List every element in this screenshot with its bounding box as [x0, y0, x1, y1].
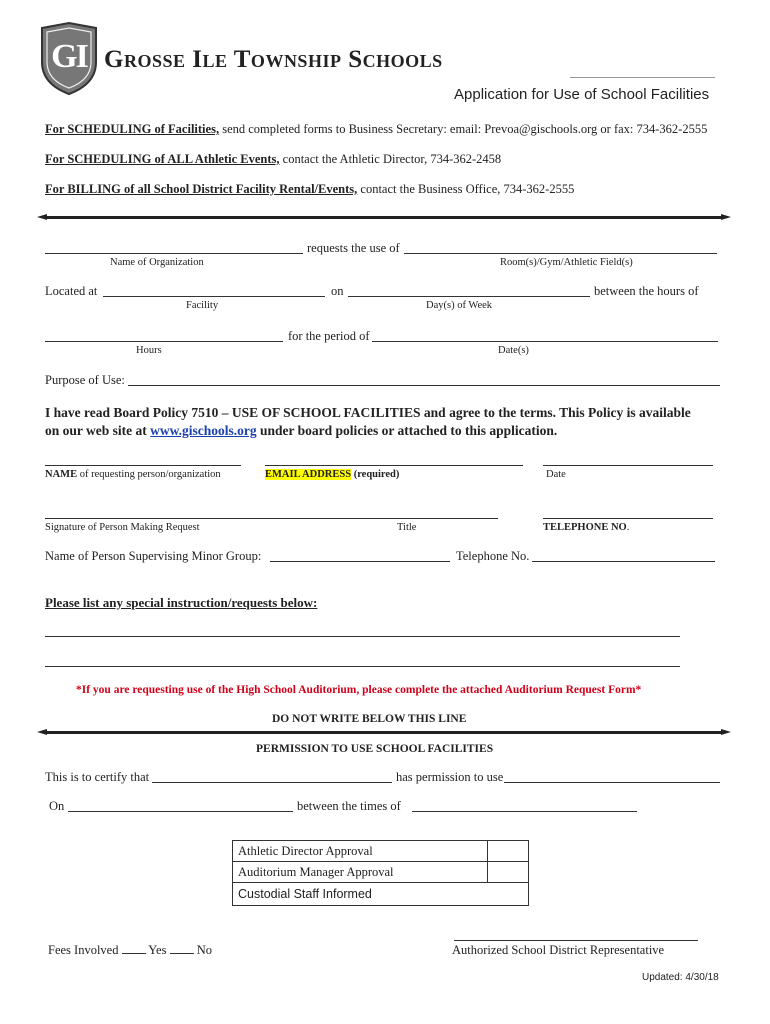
custodial-staff-informed[interactable]: Custodial Staff Informed	[233, 883, 529, 906]
between-times-label: between the times of	[297, 799, 401, 813]
date-label: Date	[546, 469, 566, 480]
policy-statement: I have read Board Policy 7510 – USE OF SCHOOL FACILITIES and agree to the terms. This Policy is available	[45, 405, 691, 420]
has-permission-label: has permission to use	[396, 770, 504, 784]
located-at-label: Located at	[45, 284, 98, 298]
rooms-label: Room(s)/Gym/Athletic Field(s)	[500, 257, 633, 268]
date-field[interactable]	[543, 465, 713, 466]
contact-text: send completed forms to Business Secretary: email: Prevoa@gischools.org or fax: 734-362-2555	[219, 122, 708, 136]
table-row	[233, 883, 529, 906]
telephone-label-text: TELEPHONE NO	[543, 522, 627, 533]
contact-label: For BILLING of all School District Facility Rental/Events,	[45, 182, 358, 196]
athletic-director-approval-box[interactable]	[488, 841, 529, 862]
auditorium-note: *If you are requesting use of the High School Auditorium, please complete the attached Auditorium Request Form*	[76, 684, 642, 696]
logo-text: GI	[51, 38, 87, 75]
email-required: (required)	[351, 469, 400, 480]
title-label: Title	[397, 522, 417, 533]
policy-website	[45, 423, 557, 439]
email-highlight: EMAIL ADDRESS	[265, 469, 352, 480]
no-label: No	[196, 943, 213, 957]
for-period-label: for the period of	[288, 329, 370, 343]
contact-billing	[45, 182, 574, 197]
name-of-organization-label: Name of Organization	[110, 257, 204, 268]
between-times-field[interactable]	[412, 811, 637, 812]
email-field[interactable]	[265, 465, 523, 466]
requests-the-use-of-label: requests the use of	[307, 241, 400, 255]
hours-field[interactable]	[45, 341, 283, 342]
organization-field[interactable]	[45, 253, 303, 254]
days-of-week-label: Day(s) of Week	[426, 300, 493, 311]
contact-label: For SCHEDULING of Facilities,	[45, 122, 220, 136]
between-hours-label: between the hours of	[594, 284, 699, 298]
logo-shield	[38, 22, 100, 96]
contact-text: contact the Business Office, 734-362-2555	[357, 182, 575, 196]
rooms-field[interactable]	[404, 253, 717, 254]
supervisor-label: Name of Person Supervising Minor Group:	[45, 549, 262, 563]
fees-involved	[48, 943, 212, 958]
header-rule	[570, 77, 715, 78]
telephone-field[interactable]	[543, 518, 713, 519]
representative-label: Authorized School District Representative	[452, 943, 665, 957]
purpose-field[interactable]	[128, 385, 720, 386]
certify-field[interactable]	[152, 782, 392, 783]
facility-field[interactable]	[103, 296, 325, 297]
contact-label: For SCHEDULING of ALL Athletic Events,	[45, 152, 280, 166]
on-date-field[interactable]	[68, 811, 293, 812]
policy-prefix: on our web site at	[45, 423, 151, 438]
on-date-label: On	[49, 799, 65, 813]
telephone-no-label: Telephone No.	[456, 549, 530, 563]
name-bold: NAME	[45, 469, 78, 480]
telephone-label: TELEPHONE NO.	[543, 522, 630, 533]
office-divider	[45, 731, 723, 734]
name-field[interactable]	[45, 465, 241, 466]
dates-label: Date(s)	[498, 345, 529, 356]
contact-scheduling	[45, 122, 707, 137]
representative-signature-field[interactable]	[454, 940, 698, 941]
school-name: Grosse Ile Township Schools	[104, 46, 443, 73]
table-row	[233, 862, 529, 883]
auditorium-manager-approval-box[interactable]	[488, 862, 529, 883]
fees-involved-label: Fees Involved	[48, 943, 119, 957]
updated-date: Updated: 4/30/18	[642, 972, 719, 983]
policy-suffix: under board policies or attached to this application.	[256, 423, 558, 438]
signature-field[interactable]	[45, 518, 498, 519]
permission-facility-field[interactable]	[504, 782, 720, 783]
no-blank[interactable]	[170, 953, 194, 954]
form-title: Application for Use of School Facilities	[454, 86, 710, 103]
name-label	[45, 469, 221, 480]
on-label: on	[331, 284, 344, 298]
certify-label: This is to certify that	[45, 770, 150, 784]
name-rest: of requesting person/organization	[77, 469, 221, 480]
dates-field[interactable]	[372, 341, 718, 342]
auditorium-manager-approval-label: Auditorium Manager Approval	[233, 862, 488, 883]
hours-label: Hours	[136, 345, 162, 356]
instructions-line-2[interactable]	[45, 666, 680, 667]
yes-blank[interactable]	[122, 953, 146, 954]
policy-link[interactable]: www.gischools.org	[150, 423, 257, 438]
supervisor-field[interactable]	[270, 561, 450, 562]
contact-athletics	[45, 152, 501, 167]
athletic-director-approval-label: Athletic Director Approval	[233, 841, 488, 862]
facility-label: Facility	[186, 300, 219, 311]
purpose-label: Purpose of Use:	[45, 373, 125, 387]
instructions-heading: Please list any special instruction/requests below:	[45, 595, 318, 610]
contact-text: contact the Athletic Director, 734-362-2458	[279, 152, 502, 166]
yes-label: Yes	[148, 943, 167, 957]
approvals-table	[232, 840, 529, 906]
supervisor-telephone-field[interactable]	[532, 561, 715, 562]
signature-label: Signature of Person Making Request	[45, 522, 200, 533]
section-divider	[45, 216, 723, 219]
instructions-line-1[interactable]	[45, 636, 680, 637]
email-label	[265, 469, 399, 480]
permission-heading: PERMISSION TO USE SCHOOL FACILITIES	[256, 743, 494, 755]
table-row	[233, 841, 529, 862]
do-not-write-label: DO NOT WRITE BELOW THIS LINE	[272, 713, 467, 725]
days-of-week-field[interactable]	[348, 296, 590, 297]
